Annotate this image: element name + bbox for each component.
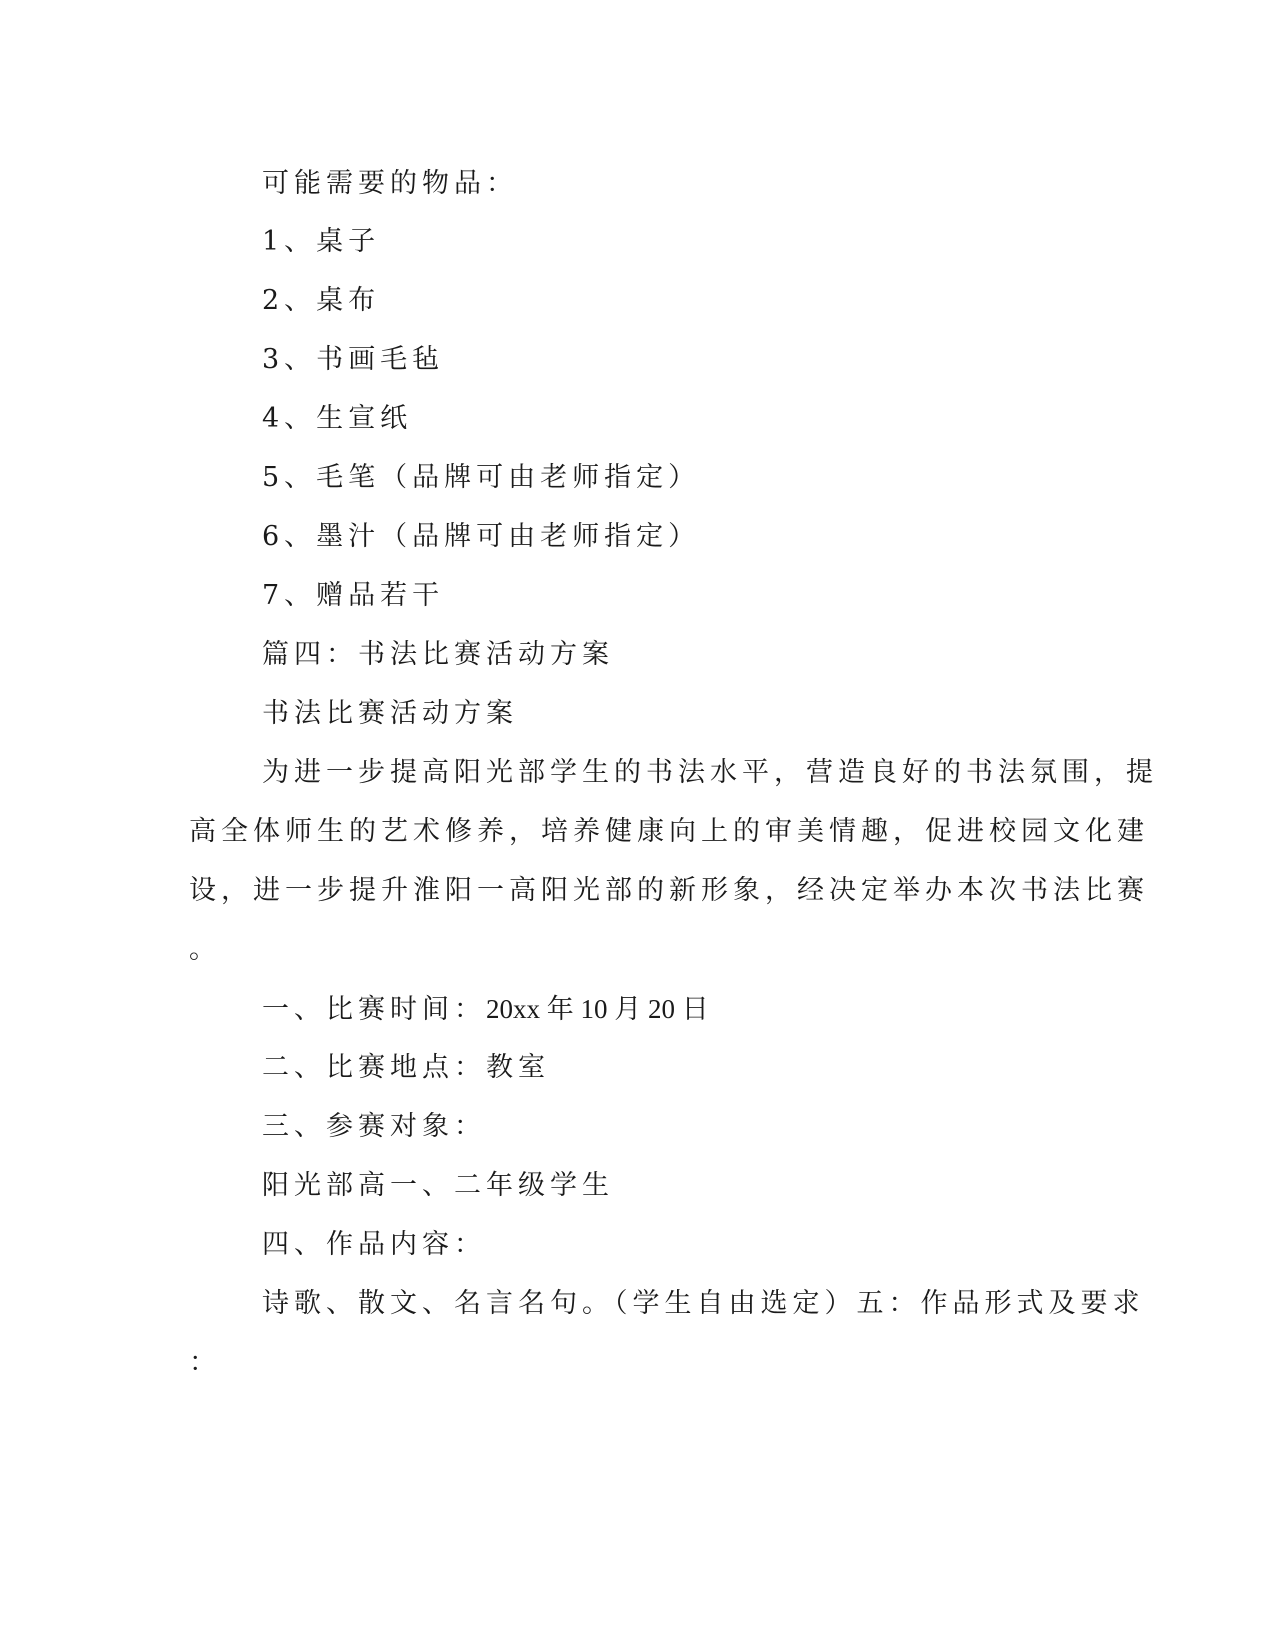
venue-line: 二、比赛地点：教室 bbox=[262, 1052, 550, 1083]
participants-value: 阳光部高一、二年级学生 bbox=[262, 1170, 614, 1201]
list-item: 5、毛笔（品牌可由老师指定） bbox=[262, 462, 701, 493]
list-item: 1、桌子 bbox=[262, 226, 381, 257]
list-item: 7、赠品若干 bbox=[262, 580, 445, 611]
section-heading: 篇四：书法比赛活动方案 bbox=[262, 639, 614, 670]
list-item: 2、桌布 bbox=[262, 285, 381, 316]
intro-line: 可能需要的物品： bbox=[262, 168, 518, 199]
list-item: 4、生宣纸 bbox=[262, 403, 413, 434]
content-value: 诗歌、散文、名言名句。（学生自由选定）五：作品形式及要求 bbox=[262, 1288, 1145, 1319]
participants-label: 三、参赛对象： bbox=[262, 1111, 486, 1142]
time-label: 一、比赛时间： bbox=[262, 994, 486, 1025]
purpose-paragraph-line-1: 为进一步提高阳光部学生的书法水平，营造良好的书法氛围，提 bbox=[262, 757, 1158, 788]
purpose-paragraph-line-2: 高全体师生的艺术修养，培养健康向上的审美情趣，促进校园文化建 bbox=[189, 816, 1149, 847]
content-label: 四、作品内容： bbox=[262, 1229, 486, 1260]
list-item: 6、墨汁（品牌可由老师指定） bbox=[262, 521, 701, 552]
trailing-colon: ： bbox=[189, 1347, 221, 1378]
time-line bbox=[262, 992, 709, 1027]
purpose-paragraph-line-4: 。 bbox=[189, 934, 221, 965]
doc-title: 书法比赛活动方案 bbox=[262, 698, 518, 729]
list-item: 3、书画毛毡 bbox=[262, 344, 445, 375]
purpose-paragraph-line-3: 设，进一步提升淮阳一高阳光部的新形象，经决定举办本次书法比赛 bbox=[189, 875, 1149, 906]
time-value: 20xx 年 10 月 20 日 bbox=[486, 994, 709, 1024]
